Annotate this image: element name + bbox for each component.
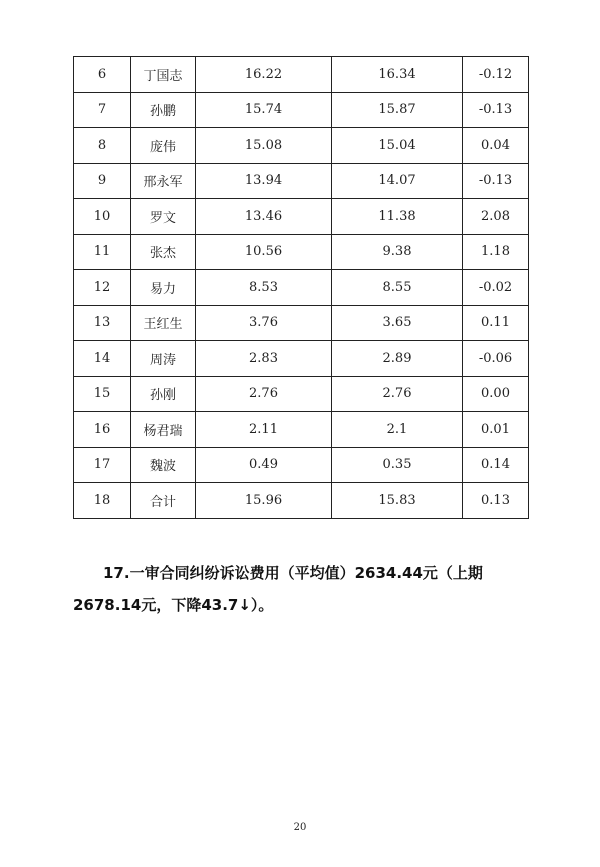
cell-index: 15 [74,376,131,412]
table-row [74,376,529,412]
cell-change-value: 0.13 [463,483,529,519]
cell-index: 13 [74,305,131,341]
cell-current-value: 8.53 [196,270,332,306]
cell-previous-value: 2.89 [332,341,463,377]
cell-name: 合计 [131,483,196,519]
cell-current-value: 15.74 [196,92,332,128]
paragraph-line-2: 2678.14元，下降43.7↓）。 [73,596,274,614]
cell-index: 6 [74,57,131,93]
cell-current-value: 2.11 [196,412,332,448]
cell-previous-value: 9.38 [332,234,463,270]
cell-current-value: 3.76 [196,305,332,341]
cell-change-value: -0.13 [463,92,529,128]
cell-change-value: 1.18 [463,234,529,270]
litigation-cost-paragraph [73,557,533,621]
cell-index: 17 [74,447,131,483]
cell-current-value: 15.96 [196,483,332,519]
cell-current-value: 13.46 [196,199,332,235]
cell-previous-value: 2.1 [332,412,463,448]
cell-change-value: 0.01 [463,412,529,448]
cell-index: 11 [74,234,131,270]
cell-change-value: -0.02 [463,270,529,306]
paragraph-line-1: 17.一审合同纠纷诉讼费用（平均值）2634.44元（上期 [103,564,483,582]
cell-name: 孙鹏 [131,92,196,128]
table-row [74,341,529,377]
table-row [74,92,529,128]
table-row [74,447,529,483]
table-row [74,234,529,270]
cell-index: 8 [74,128,131,164]
cell-current-value: 2.83 [196,341,332,377]
cell-previous-value: 0.35 [332,447,463,483]
cell-index: 7 [74,92,131,128]
cell-change-value: 0.00 [463,376,529,412]
cell-name: 丁国志 [131,57,196,93]
cell-current-value: 0.49 [196,447,332,483]
cell-previous-value: 16.34 [332,57,463,93]
cell-change-value: 0.04 [463,128,529,164]
table-row [74,305,529,341]
table-row [74,199,529,235]
table-row [74,270,529,306]
cell-current-value: 13.94 [196,163,332,199]
cell-name: 易力 [131,270,196,306]
cell-name: 庞伟 [131,128,196,164]
cell-current-value: 16.22 [196,57,332,93]
cell-previous-value: 11.38 [332,199,463,235]
table-row [74,163,529,199]
cell-name: 魏波 [131,447,196,483]
cell-change-value: -0.06 [463,341,529,377]
cell-previous-value: 2.76 [332,376,463,412]
cell-current-value: 10.56 [196,234,332,270]
cell-current-value: 15.08 [196,128,332,164]
cell-name: 张杰 [131,234,196,270]
cell-name: 王红生 [131,305,196,341]
cell-name: 罗文 [131,199,196,235]
table-row [74,412,529,448]
page-number: 20 [293,822,307,833]
statistics-table-body [74,57,529,519]
cell-change-value: 2.08 [463,199,529,235]
cell-index: 16 [74,412,131,448]
cell-index: 18 [74,483,131,519]
cell-index: 12 [74,270,131,306]
cell-previous-value: 3.65 [332,305,463,341]
cell-name: 周涛 [131,341,196,377]
table-row [74,483,529,519]
cell-change-value: 0.14 [463,447,529,483]
cell-name: 杨君瑞 [131,412,196,448]
cell-index: 10 [74,199,131,235]
cell-name: 邢永军 [131,163,196,199]
cell-previous-value: 15.87 [332,92,463,128]
cell-change-value: -0.13 [463,163,529,199]
cell-previous-value: 8.55 [332,270,463,306]
cell-change-value: -0.12 [463,57,529,93]
cell-previous-value: 15.83 [332,483,463,519]
cell-previous-value: 14.07 [332,163,463,199]
statistics-table [73,56,529,519]
cell-current-value: 2.76 [196,376,332,412]
cell-index: 9 [74,163,131,199]
cell-index: 14 [74,341,131,377]
cell-name: 孙刚 [131,376,196,412]
cell-change-value: 0.11 [463,305,529,341]
cell-previous-value: 15.04 [332,128,463,164]
table-row [74,128,529,164]
table-row [74,57,529,93]
